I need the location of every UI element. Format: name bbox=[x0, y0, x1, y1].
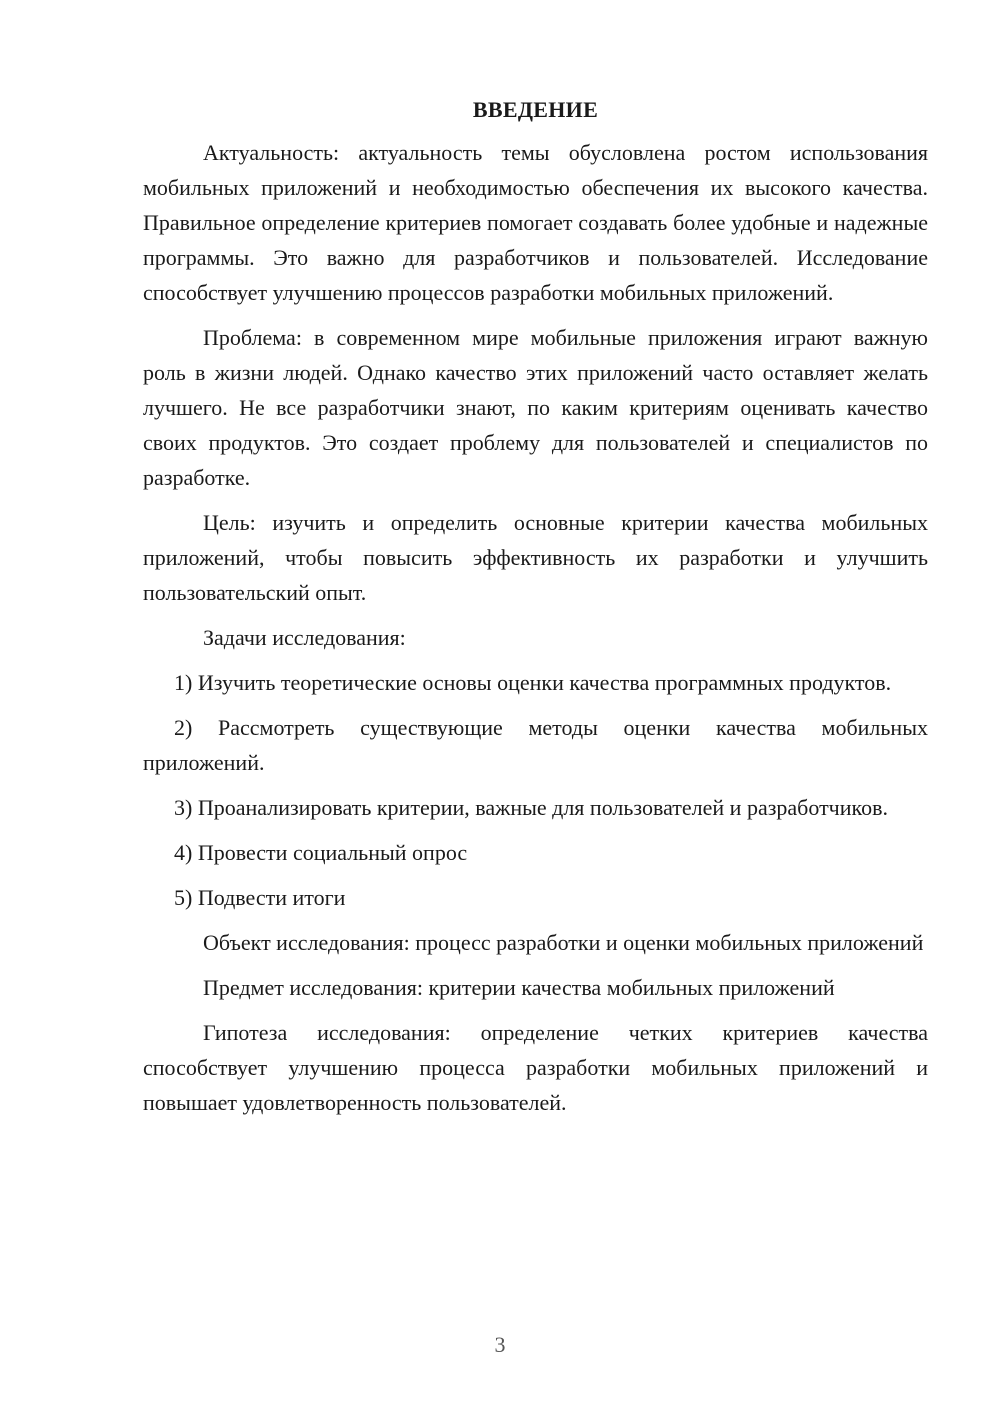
task-item-4: 4) Провести социальный опрос bbox=[174, 840, 468, 865]
hypothesis-paragraph: Гипотеза исследования: определение четких критериев качества способствует улучшению процесса разработки мобильных приложений и повышает удовлетворенность пользователей. bbox=[143, 1020, 928, 1115]
task-item-1: 1) Изучить теоретические основы оценки качества программных продуктов. bbox=[174, 670, 892, 695]
task-item-2: 2) Рассмотреть существующие методы оценки качества мобильных приложений. bbox=[143, 715, 928, 775]
page-title: ВВЕДЕНИЕ bbox=[472, 97, 599, 122]
task-item-3: 3) Проанализировать критерии, важные для пользователей и разработчиков. bbox=[174, 795, 888, 820]
document-page bbox=[143, 92, 928, 1120]
task-item-5: 5) Подвести итоги bbox=[174, 885, 346, 910]
object-paragraph: Объект исследования: процесс разработки и оценки мобильных приложений bbox=[203, 930, 924, 955]
relevance-paragraph: Актуальность: актуальность темы обусловлена ростом использования мобильных приложений и необходимостью обеспечения их высокого качества. Правильное определение критериев помогает создавать более удобные и надежные программы. Это важно для разработчиков и пользователей. Исследование способствует улучшению процессов разработки мобильных приложений. bbox=[143, 140, 928, 305]
problem-paragraph: Проблема: в современном мире мобильные приложения играют важную роль в жизни людей. Однако качество этих приложений часто оставляет желать лучшего. Не все разработчики знают, по каким критериям оценивать качество своих продуктов. Это создает проблему для пользователей и специалистов по разработке. bbox=[143, 325, 928, 490]
goal-paragraph: Цель: изучить и определить основные критерии качества мобильных приложений, чтобы повысить эффективность их разработки и улучшить пользовательский опыт. bbox=[143, 510, 928, 605]
tasks-heading: Задачи исследования: bbox=[203, 625, 406, 650]
subject-paragraph: Предмет исследования: критерии качества мобильных приложений bbox=[203, 975, 835, 1000]
page-number: 3 bbox=[494, 1332, 506, 1357]
